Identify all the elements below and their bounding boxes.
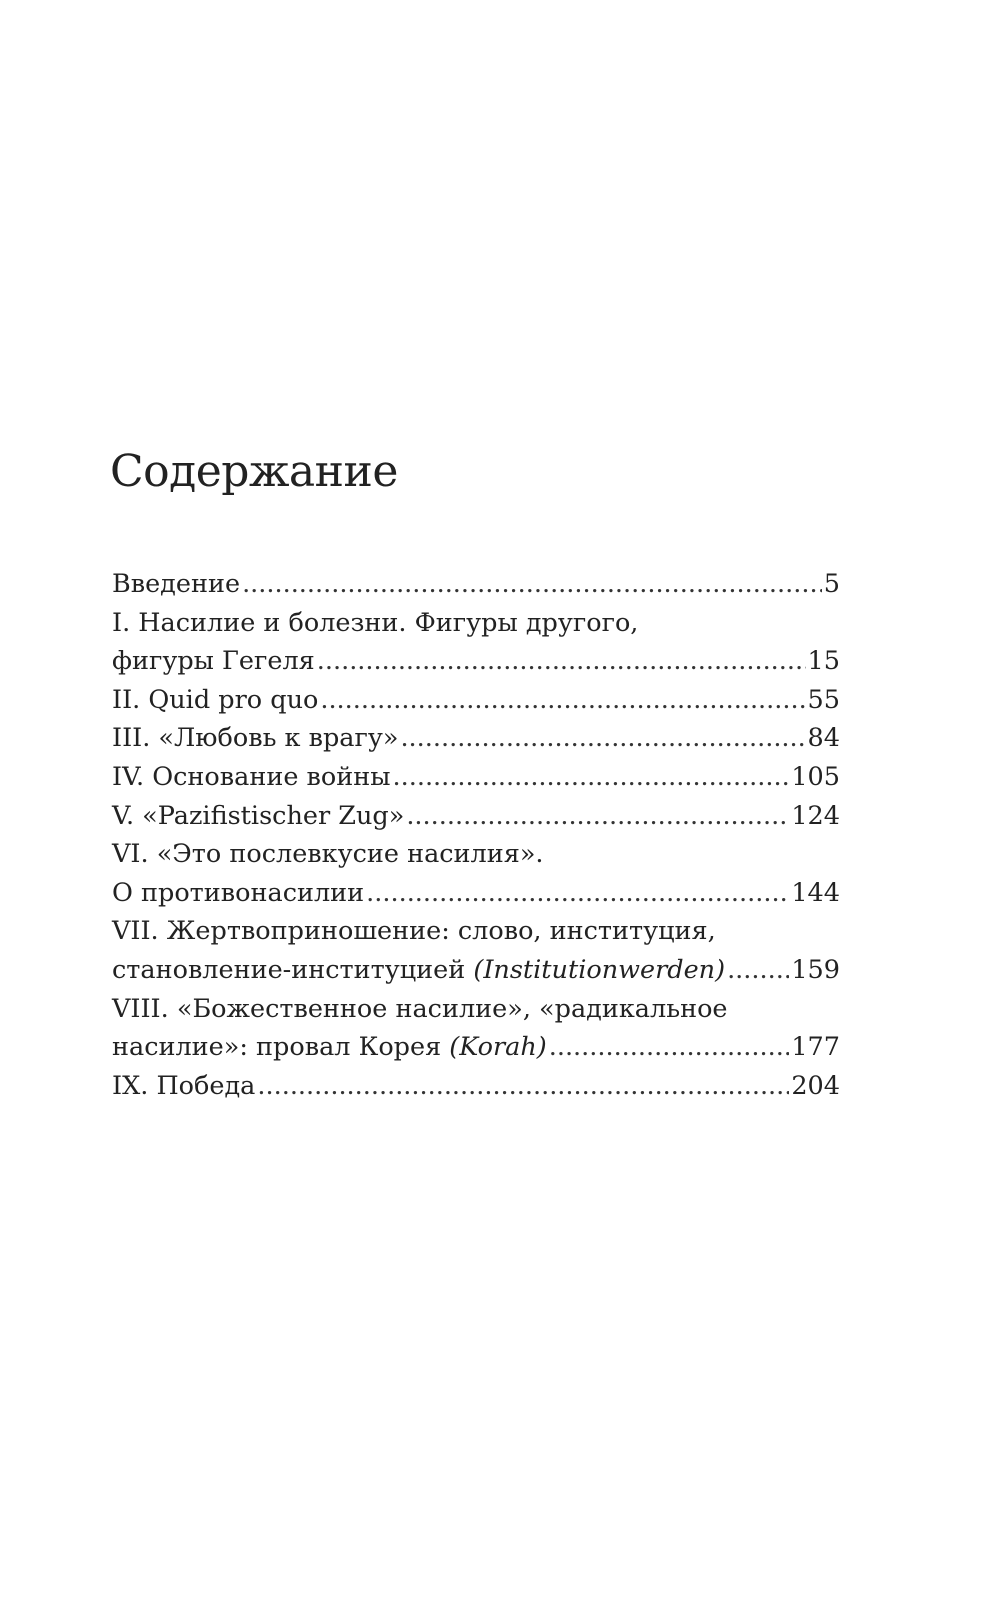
dot-leader bbox=[320, 681, 805, 720]
toc-page-number: 204 bbox=[791, 1070, 840, 1101]
toc-page-number: 144 bbox=[791, 877, 840, 908]
toc-entry-chapter-8 bbox=[112, 990, 840, 1067]
toc-entry-title: II. Quid pro quo bbox=[112, 684, 319, 715]
toc-page-number: 159 bbox=[791, 954, 840, 985]
toc-entry-title-continued: фигуры Гегеля bbox=[112, 646, 315, 677]
toc-entry-chapter-4 bbox=[112, 758, 840, 797]
toc-entry-title: VIII. «Божественное насилие», «радикальное bbox=[112, 993, 728, 1024]
dot-leader bbox=[400, 719, 805, 758]
toc-entry-chapter-7 bbox=[112, 912, 840, 989]
toc-entry-title: VI. «Это послевкусие насилия». bbox=[112, 839, 544, 870]
toc-page-number: 124 bbox=[791, 800, 840, 831]
dot-leader bbox=[406, 797, 789, 836]
toc-entry-chapter-2 bbox=[112, 681, 840, 720]
toc-page-number: 55 bbox=[807, 684, 840, 715]
toc-page-number: 5 bbox=[823, 569, 840, 599]
toc-entry-title: Введение bbox=[112, 569, 241, 599]
toc-entry-title: IX. Победа bbox=[112, 1070, 256, 1101]
toc-page-number: 15 bbox=[807, 646, 840, 677]
dot-leader bbox=[393, 758, 790, 797]
toc-entry-italic-term: (Korah) bbox=[449, 1032, 547, 1063]
toc-entry-title: VII. Жертвоприношение: слово, институция, bbox=[112, 916, 716, 947]
toc-entry-chapter-9 bbox=[112, 1067, 840, 1106]
toc-entry-chapter-3 bbox=[112, 719, 840, 758]
dot-leader bbox=[242, 565, 822, 604]
toc-entry-introduction bbox=[112, 565, 840, 604]
toc-entry-title: III. «Любовь к врагу» bbox=[112, 723, 399, 754]
dot-leader bbox=[366, 874, 789, 913]
table-of-contents bbox=[112, 565, 840, 1105]
toc-page-number: 84 bbox=[807, 723, 840, 754]
dot-leader bbox=[727, 951, 789, 990]
toc-page-number: 177 bbox=[791, 1032, 840, 1063]
toc-entry-title-continued: становление-институцией (Institutionwerden) bbox=[112, 954, 726, 985]
dot-leader bbox=[257, 1067, 789, 1106]
toc-page-number: 105 bbox=[791, 761, 840, 792]
page-title: Содержание bbox=[110, 446, 398, 497]
toc-entry-title-continued: О противонасилии bbox=[112, 877, 365, 908]
toc-entry-title-continued: насилие»: провал Корея (Korah) bbox=[112, 1032, 547, 1063]
toc-entry-title: I. Насилие и болезни. Фигуры другого, bbox=[112, 607, 639, 638]
toc-entry-title: IV. Основание войны bbox=[112, 761, 391, 792]
toc-entry-chapter-6 bbox=[112, 835, 840, 912]
toc-entry-chapter-1 bbox=[112, 604, 840, 681]
dot-leader bbox=[317, 642, 806, 681]
toc-entry-chapter-5 bbox=[112, 797, 840, 836]
toc-entry-title: V. «Pazifistischer Zug» bbox=[112, 800, 405, 831]
toc-entry-italic-term: (Institutionwerden) bbox=[473, 954, 726, 985]
dot-leader bbox=[549, 1028, 790, 1067]
